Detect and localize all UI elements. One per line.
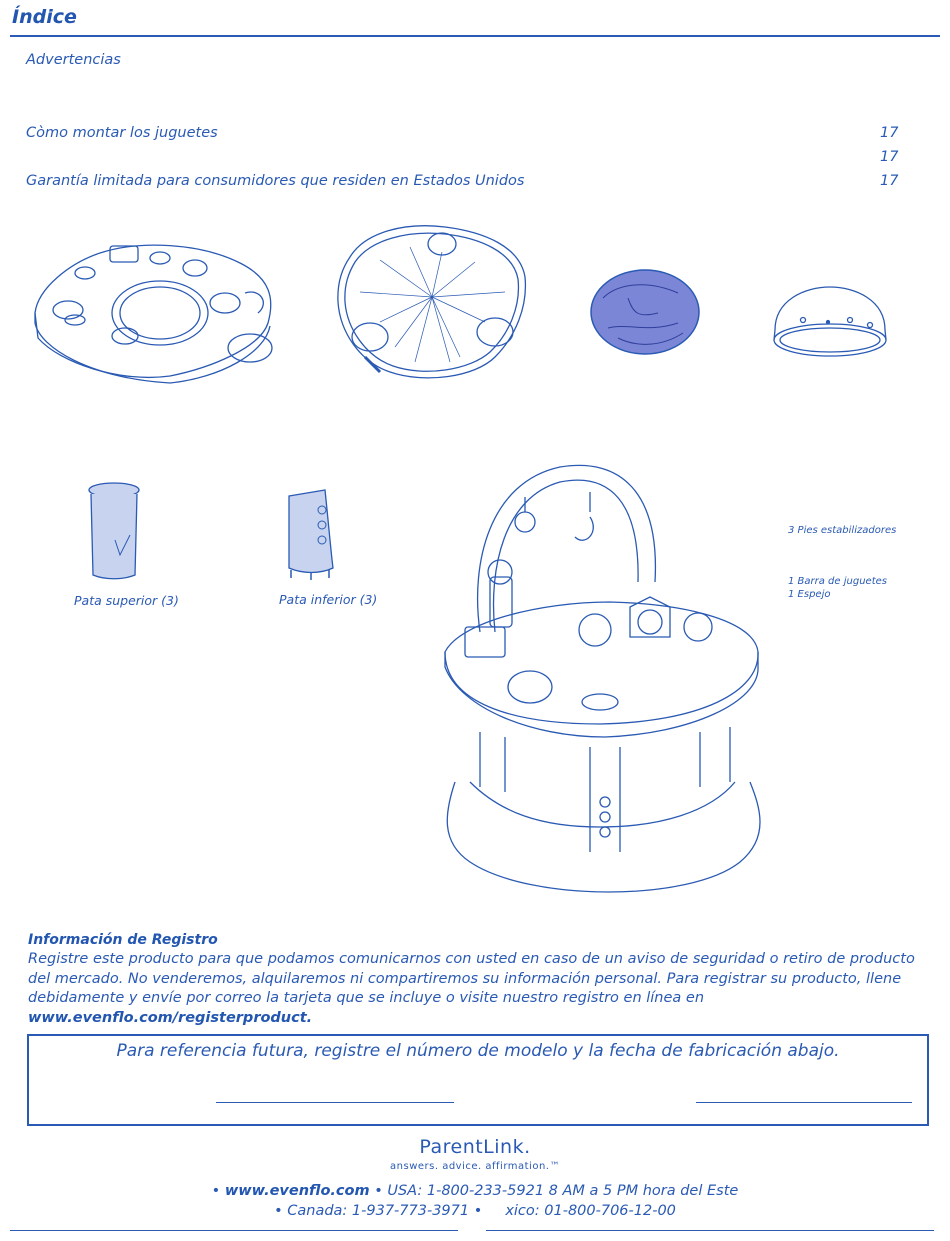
registration-body (28, 950, 928, 1028)
toc-item-warnings[interactable]: Advertencias (26, 52, 121, 68)
footer-rule-right (486, 1230, 934, 1231)
footer-contact-usa (0, 1183, 950, 1199)
exersaucer-illustration (440, 462, 770, 912)
leg-top-caption: Pata superior (3) (74, 593, 179, 608)
usa-phone: • USA: 1-800-233-5921 8 AM a 5 PM hora del Este (374, 1183, 739, 1199)
registration-heading: Información de Registro (28, 932, 218, 948)
toc-item-warranty[interactable]: Garantía limitada para consumidores que residen en Estados Unidos (26, 173, 525, 189)
leg-bottom-illustration (285, 488, 337, 580)
record-box (27, 1034, 929, 1126)
canada-phone: • Canada: 1-937-773-3971 • (274, 1203, 483, 1219)
brand-tagline: answers. advice. affirmation.™ (390, 1161, 560, 1172)
mexico-phone: xico: 01-800-706-12-00 (505, 1203, 676, 1219)
registration-text: Registre este producto para que podamos comunicarnos con usted en caso de un aviso de seguridad o retiro de producto del mercado. No venderemos, alquilaremos ni compartiremos su información personal. Para registrar su producto, llene debidamente y envíe por correo la tarjeta que se incluye o visite nuestro registro en línea en (28, 951, 915, 1006)
toc-page-toys: 17 (880, 125, 899, 141)
seat-pad-illustration (588, 268, 703, 358)
base-illustration (335, 222, 530, 387)
leg-bottom-caption: Pata inferior (3) (279, 592, 378, 607)
stabilizers-label: 3 Pies estabilizadores (788, 525, 897, 536)
registration-link[interactable]: www.evenflo.com/registerproduct. (28, 1009, 313, 1026)
mirror-label: 1 Espejo (788, 589, 831, 600)
model-number-line[interactable] (216, 1102, 454, 1103)
toc-item-toys[interactable]: Còmo montar los juguetes (26, 125, 218, 141)
toc-page-warranty: 17 (880, 173, 899, 189)
manufacture-date-line[interactable] (696, 1102, 912, 1103)
brand-logo: ParentLink. (419, 1136, 531, 1158)
website-link[interactable]: www.evenflo.com (224, 1183, 370, 1199)
leg-top-illustration (85, 480, 145, 588)
footer-contact-intl (0, 1203, 950, 1219)
bullet: • (211, 1183, 221, 1199)
tray-top-illustration (30, 238, 280, 383)
title-rule (10, 35, 940, 37)
record-box-text: Para referencia futura, registre el número de modelo y la fecha de fabricación abajo. (116, 1041, 840, 1061)
dome-illustration (770, 285, 890, 360)
toy-bar-label: 1 Barra de juguetes (788, 576, 887, 587)
toc-page-blank: 17 (880, 149, 899, 165)
page-title: Índice (12, 6, 77, 28)
footer-rule-left (10, 1230, 458, 1231)
